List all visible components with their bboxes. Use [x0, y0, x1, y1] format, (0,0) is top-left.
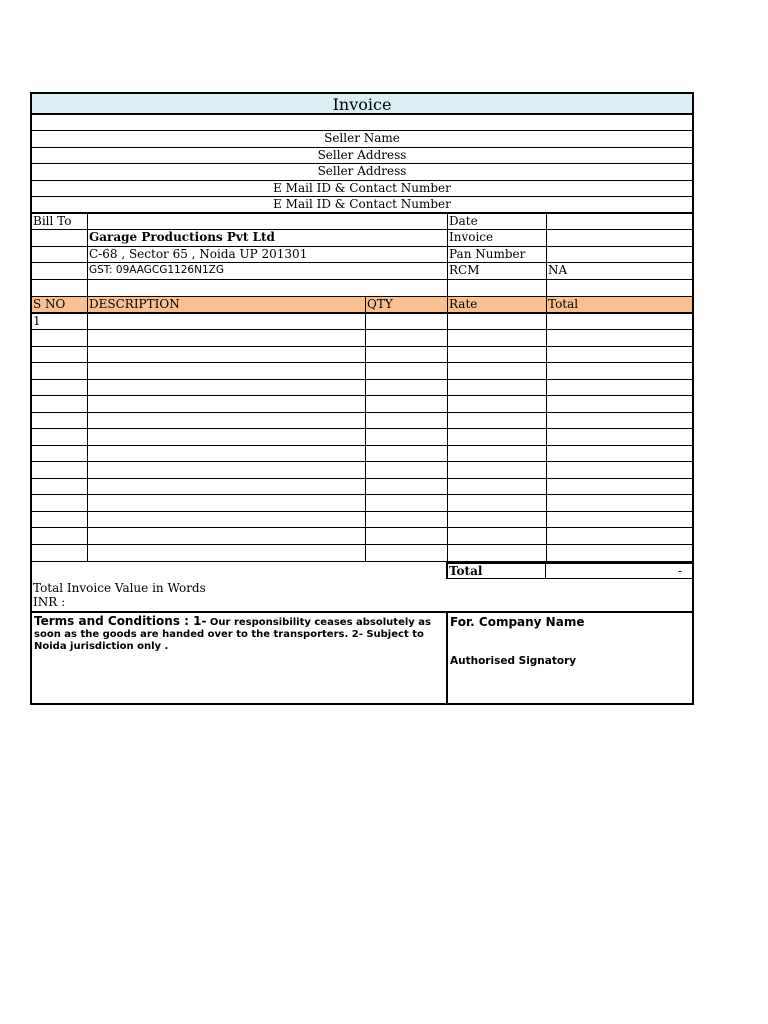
- qty-cell: [365, 446, 447, 462]
- rate-cell: [447, 396, 546, 412]
- qty-cell: [365, 380, 447, 396]
- description-cell: [87, 495, 365, 511]
- qty-cell: [365, 314, 447, 330]
- qty-cell: [365, 347, 447, 363]
- terms-body: Our responsibility ceases absolutely as soon as the goods are handed over to the transporters. 2- Subject to Noida jurisdiction only .: [34, 617, 431, 652]
- description-cell: [87, 446, 365, 462]
- qty-cell: [365, 495, 447, 511]
- seller-address-2: Seller Address: [32, 164, 692, 181]
- total-cell: [546, 545, 692, 562]
- item-row: [32, 330, 692, 347]
- qty-cell: [365, 330, 447, 346]
- sno-cell: [32, 380, 87, 396]
- date-value: [546, 214, 692, 230]
- rate-cell: [447, 528, 546, 544]
- qty-cell: [365, 429, 447, 445]
- item-row: [32, 429, 692, 446]
- rate-cell: [447, 314, 546, 330]
- col-total: Total: [546, 297, 692, 312]
- sno-cell: [32, 396, 87, 412]
- description-cell: [87, 363, 365, 379]
- invoice-value: [546, 230, 692, 246]
- buyer-gst-row: [32, 263, 692, 280]
- rate-cell: [447, 380, 546, 396]
- item-row: [32, 380, 692, 397]
- item-row: [32, 446, 692, 463]
- inr-label: INR :: [33, 595, 66, 609]
- grand-total-box: [446, 562, 694, 579]
- sno-cell: [32, 429, 87, 445]
- total-cell: [546, 512, 692, 528]
- total-cell: [546, 462, 692, 478]
- col-qty: QTY: [365, 297, 447, 312]
- qty-cell: [365, 479, 447, 495]
- total-cell: [546, 446, 692, 462]
- buyer-address: C-68 , Sector 65 , Noida UP 201301: [87, 247, 447, 263]
- invoice-sheet: [30, 92, 694, 705]
- description-cell: [87, 462, 365, 478]
- sno-cell: [32, 528, 87, 544]
- total-cell: [546, 347, 692, 363]
- item-row: [32, 396, 692, 413]
- col-rate: Rate: [447, 297, 546, 312]
- description-cell: [87, 380, 365, 396]
- rate-cell: [447, 413, 546, 429]
- sno-cell: [32, 479, 87, 495]
- total-cell: [546, 314, 692, 330]
- total-cell: [546, 330, 692, 346]
- footer: [32, 613, 692, 703]
- authorised-signatory: Authorised Signatory: [450, 655, 577, 667]
- buyer-name-row: [32, 230, 692, 247]
- rate-cell: [447, 330, 546, 346]
- seller-address-1: Seller Address: [32, 148, 692, 165]
- total-cell: [546, 528, 692, 544]
- sno-cell: [32, 330, 87, 346]
- item-rows: [32, 314, 692, 562]
- item-row: [32, 545, 692, 562]
- qty-cell: [365, 413, 447, 429]
- rate-cell: [447, 495, 546, 511]
- pan-label: Pan Number: [447, 247, 546, 263]
- col-description: DESCRIPTION: [87, 297, 365, 312]
- description-cell: [87, 512, 365, 528]
- total-cell: [546, 363, 692, 379]
- company-name-label: For. Company Name: [450, 615, 585, 629]
- rate-cell: [447, 446, 546, 462]
- buyer-gst: GST: 09AAGCG1126N1ZG: [87, 263, 447, 279]
- words-label: Total Invoice Value in Words: [33, 581, 206, 595]
- sno-cell: [32, 363, 87, 379]
- item-row: [32, 413, 692, 430]
- total-cell: [546, 380, 692, 396]
- invoice-title: Invoice: [32, 94, 692, 115]
- sno-cell: [32, 446, 87, 462]
- rate-cell: [447, 363, 546, 379]
- date-label: Date: [447, 214, 546, 230]
- qty-cell: [365, 363, 447, 379]
- total-cell: [546, 479, 692, 495]
- qty-cell: [365, 528, 447, 544]
- rcm-label: RCM: [447, 263, 546, 279]
- item-row: [32, 479, 692, 496]
- item-row: [32, 495, 692, 512]
- total-cell: [546, 429, 692, 445]
- items-header: [32, 296, 692, 314]
- sno-cell: [32, 413, 87, 429]
- signature-block: [446, 613, 692, 703]
- bill-to-row: [32, 214, 692, 231]
- item-row: [32, 528, 692, 545]
- description-cell: [87, 479, 365, 495]
- qty-cell: [365, 512, 447, 528]
- grand-total-row: [32, 561, 692, 579]
- seller-contact-2: E Mail ID & Contact Number: [32, 197, 692, 214]
- rate-cell: [447, 462, 546, 478]
- invoice-label: Invoice: [447, 230, 546, 246]
- sno-cell: [32, 495, 87, 511]
- item-row: [32, 512, 692, 529]
- description-cell: [87, 413, 365, 429]
- total-cell: [546, 396, 692, 412]
- buyer-address-row: [32, 247, 692, 264]
- rate-cell: [447, 429, 546, 445]
- description-cell: [87, 314, 365, 330]
- pan-value: [546, 247, 692, 263]
- qty-cell: [365, 545, 447, 562]
- terms-lead: Terms and Conditions : 1-: [34, 614, 207, 628]
- bill-to-label: Bill To: [33, 213, 72, 228]
- description-cell: [87, 528, 365, 544]
- item-row: [32, 462, 692, 479]
- description-cell: [87, 330, 365, 346]
- col-sno: S NO: [33, 296, 66, 311]
- rate-cell: [447, 512, 546, 528]
- buyer-name: Garage Productions Pvt Ltd: [87, 230, 447, 246]
- terms-and-conditions: [32, 613, 446, 703]
- sno-cell: [32, 545, 87, 562]
- description-cell: [87, 429, 365, 445]
- sno-cell: [32, 462, 87, 478]
- rate-cell: [447, 545, 546, 562]
- qty-cell: [365, 462, 447, 478]
- description-cell: [87, 545, 365, 562]
- blank-row: [32, 115, 692, 131]
- description-cell: [87, 347, 365, 363]
- grand-total-label: Total: [449, 564, 483, 578]
- sno-cell: [32, 347, 87, 363]
- rate-cell: [447, 347, 546, 363]
- sno-cell: 1: [33, 313, 41, 328]
- item-row: [32, 347, 692, 364]
- total-cell: [546, 413, 692, 429]
- sno-cell: [32, 512, 87, 528]
- amount-in-words: [32, 579, 692, 613]
- item-row: [32, 363, 692, 380]
- total-cell: [546, 495, 692, 511]
- seller-name: Seller Name: [32, 131, 692, 148]
- item-row: [32, 314, 692, 331]
- seller-contact-1: E Mail ID & Contact Number: [32, 181, 692, 198]
- rcm-value: NA: [546, 263, 692, 279]
- description-cell: [87, 396, 365, 412]
- rate-cell: [447, 479, 546, 495]
- grand-total-value: -: [545, 564, 692, 578]
- qty-cell: [365, 396, 447, 412]
- spacer-row: [32, 280, 692, 296]
